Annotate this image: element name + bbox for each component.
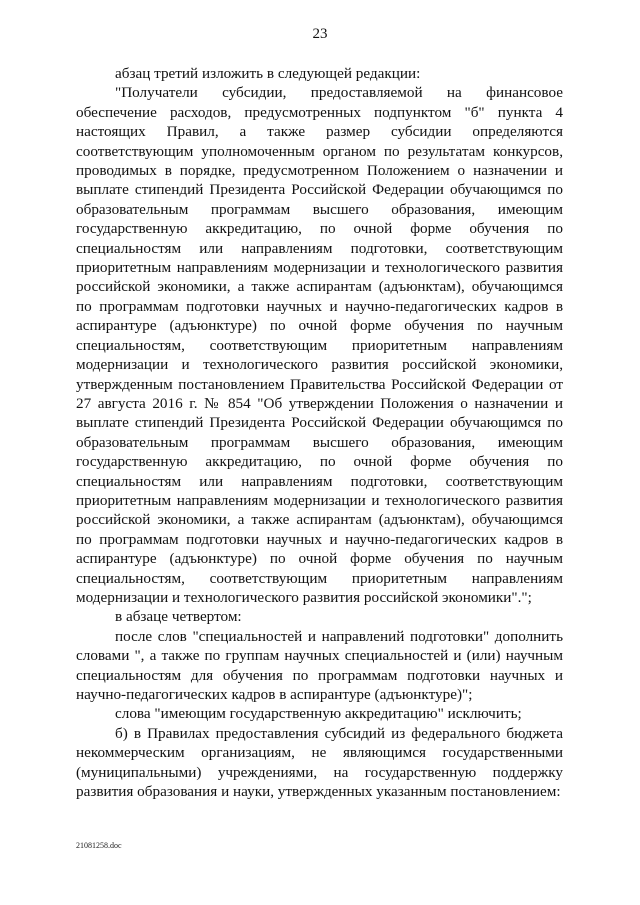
page-number: 23 [312,26,328,42]
paragraph-4: после слов "специальностей и направлений подготовки" дополнить словами ", а также по группам научных специальностей и (или) научным специальностям для обучения по программам подготовки научных и научно-педагогических кадров в аспирантуре (адъюнктуре)"; [76,627,563,703]
document-body [76,64,563,801]
paragraph-5: слова "имеющим государственную аккредитацию" исключить; [115,705,522,723]
paragraph-2: "Получатели субсидии, предоставляемой на финансовое обеспечение расходов, предусмотренных подпунктом "б" пункта 4 настоящих Правил, а также размер субсидии определяются соответствующим уполномоченным органом по результатам конкурсов, проводимых в порядке, предусмотренном Положением о назначении и выплате стипендий Президента Российской Федерации обучающимся по образовательным программам высшего образования, имеющим государственную аккредитацию, по очной форме обучения по специальностям или направлениям подготовки, соответствующим приоритетным направлениям модернизации и технологического развития российской экономики, а также аспирантам (адъюнктам), обучающимся по программам подготовки научных и научно-педагогических кадров в аспирантуре (адъюнктуре) по очной форме обучения по научным специальностям, соответствующим приоритетным направлениям модернизации и технологического развития российской экономики, утвержденным постановлением Правительства Российской Федерации от 27 августа 2016 г. № 854 "Об утверждении Положения о назначении и выплате стипендий Президента Российской Федерации обучающимся по образовательным программам высшего образования, имеющим государственную аккредитацию, по очной форме обучения по специальностям или направлениям подготовки, соответствующим приоритетным направлениям модернизации и технологического развития российской экономики, а также аспирантам (адъюнктам), обучающимся по программам подготовки научных и научно-педагогических кадров в аспирантуре (адъюнктуре) по очной форме обучения по научным специальностям, соответствующим приоритетным направлениям модернизации и технологического развития российской экономики"."; [76,84,563,606]
paragraph-6: б) в Правилах предоставления субсидий из федерального бюджета некоммерческим организациям, не являющимся государственными (муниципальными) учреждениями, на государственную поддержку развития образования и науки, утвержденных указанным постановлением: [76,724,563,801]
file-name-footer: 21081258.doc [76,841,122,850]
paragraph-3: в абзаце четвертом: [115,608,242,626]
paragraph-1: абзац третий изложить в следующей редакции: [115,65,421,82]
